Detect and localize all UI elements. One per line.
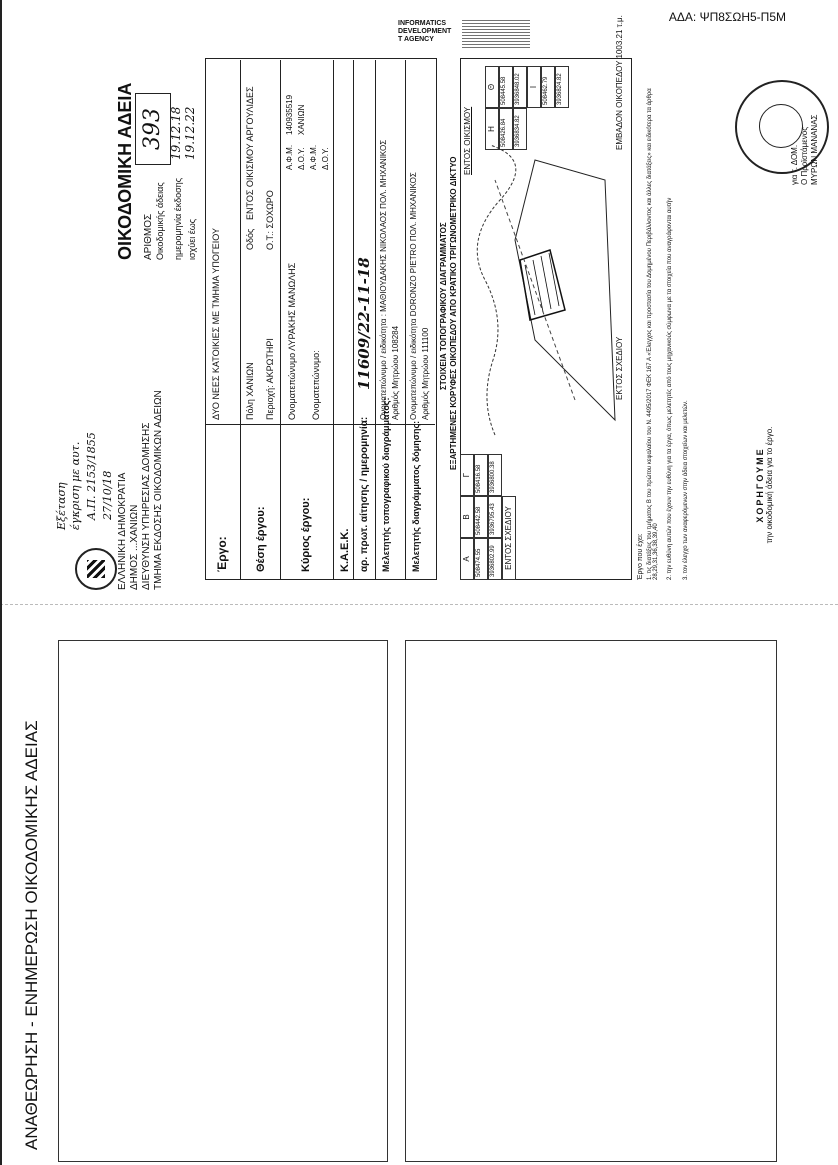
note-2: 2. την ευθύνη αυτών που έχουν την ευθύνη για τα έργα, όπως μελετητές από τους μηχανικούς σύμφωνα με τα στοιχεία που αναγράφονται αυτήν: [667, 197, 673, 580]
coord-x: 508474.55: [474, 538, 488, 580]
thesi-label: Θέση έργου:: [255, 506, 267, 572]
domisi-label: Μελετητής διαγράμματος δόμησης:: [411, 420, 421, 572]
domisi-name: Ονοματεπώνυμο / ειδικότητα DORONZO PIETRO ΠΟΛ. ΜΗΧΑΝΙΚΟΣ: [409, 172, 418, 420]
handwritten-note-3: Α.Π. 2153/1855: [85, 432, 98, 520]
divider: [280, 60, 281, 580]
note-1: 1. τις διατάξεις του τμήματος Β του πρώτου κεφαλαίου του Ν. 4495/2017 ΦΕΚ 167 Α «Έλεγχος και προστασία του Δομημένου Περιβάλλοντος και άλλες διατάξεις» και ειδικότερα τα άρθρα 28,29,31,36,38,39,40: [647, 88, 659, 580]
coord-x: 508426.84: [499, 108, 513, 150]
owner1: Ονοματεπώνυμο ΛΥΡΑΚΗΣ ΜΑΝΩΛΗΣ: [287, 262, 297, 420]
divider: [375, 60, 376, 580]
ergo-value: ΔΥΟ ΝΕΕΣ ΚΑΤΟΙΚΙΕΣ ΜΕ ΤΜΗΜΑ ΥΠΟΓΕΙΟΥ: [211, 227, 221, 420]
permit-number-box: [135, 93, 171, 165]
handwritten-note-1: Εξέταση: [55, 482, 68, 530]
ada-header: ΑΔΑ: ΨΠ8ΣΩΗ5-Π5Μ: [668, 10, 786, 24]
coord-letter: Ι: [527, 66, 541, 108]
permit-title: ΟΙΚΟΔΟΜΙΚΗ ΑΔΕΙΑ: [115, 82, 135, 260]
coord-x: 508462.79: [541, 66, 555, 108]
topo-label: Μελετητής τοπογραφικού διαγράμματος:: [381, 397, 391, 572]
perioxi: Περιοχή: ΑΚΡΩΤΗΡΙ: [265, 338, 275, 420]
coords-heading2: ΕΞΑΡΤΗΜΕΝΕΣ ΚΟΡΥΦΕΣ ΟΙΚΟΠΕΔΟΥ ΑΠΟ ΚΡΑΤΙΚΟ ΤΡΙΓΩΝΟΜΕΤΡΙΚΟ ΔΙΚΤΥΟ: [449, 156, 458, 470]
divider: [240, 60, 241, 580]
entos-oikismou: ΕΝΤΟΣ ΟΙΚΙΣΜΟΥ: [463, 106, 472, 175]
afm-label: Α.Φ.Μ.: [285, 144, 294, 170]
signature-block: [790, 115, 820, 186]
ektos-sxediou: ΕΚΤΟΣ ΣΧΕΔΙΟΥ: [615, 336, 624, 400]
coord-y: 3936802.99: [488, 538, 502, 580]
protocol-label: αρ. πρωτ. αίτησης / ημερομηνία:: [359, 416, 370, 572]
doy-label: Δ.Ο.Υ.: [297, 147, 306, 170]
authority-line2: ΔΗΜΟΣ ...ΧΑΝΙΩΝ: [129, 504, 140, 590]
divider: [353, 60, 354, 580]
permit-number-value: 393: [140, 108, 165, 150]
note-3: 3. τον έλεγχο των αναφερόμενων στην άδεια στοιχείων και μελετών.: [683, 400, 689, 580]
coord-letter: Η: [485, 108, 499, 150]
greek-emblem: [75, 548, 117, 590]
coord-y: 3936848.02: [513, 66, 527, 108]
grant-title: ΧΟΡΗΓΟΥΜΕ: [755, 447, 765, 523]
map-drawing: [475, 140, 625, 440]
grant-block: [755, 360, 774, 610]
coord-y: 3936834.82: [513, 108, 527, 150]
entos-sxediou: ΕΝΤΟΣ ΣΧΕΔΙΟΥ: [502, 496, 516, 580]
signature-line: για τ. ΔΟΜ.: [790, 144, 799, 185]
divider: [405, 60, 406, 580]
coord-letter: Α: [460, 538, 474, 580]
valid-label: ισχύει έως: [187, 218, 197, 260]
page-fold: [0, 604, 838, 605]
odos-value: ΕΝΤΟΣ ΟΙΚΙΣΜΟΥ ΑΡΓΟΥΛΙΔΕΣ: [245, 86, 255, 220]
topographic-map: [475, 140, 625, 440]
coord-y: 3936795.43: [488, 496, 502, 538]
coord-x: 508442.58: [474, 496, 488, 538]
kyrios-label: Κύριος έργου:: [300, 497, 312, 572]
doy2-label: Δ.Ο.Υ.: [321, 147, 330, 170]
coord-y: 3936800.38: [488, 454, 502, 496]
domisi-reg: Αριθμός Μητρώου 111100: [421, 327, 430, 420]
divider: [333, 60, 334, 580]
authority-line3: ΔΙΕΥΘΥΝΣΗ ΥΠΗΡΕΣΙΑΣ ΔΟΜΗΣΗΣ: [141, 422, 152, 590]
grant-text: την οικοδομική άδεια για το έργο.: [765, 426, 774, 544]
owner2: Ονοματεπώνυμο:: [311, 350, 321, 420]
valid-value: 19.12.22: [183, 106, 197, 160]
coord-letter: Θ: [485, 66, 499, 108]
afm-value: 140935519: [285, 94, 294, 135]
odos-label: Οδός: [245, 228, 255, 250]
revision-panel-left: [58, 640, 388, 1162]
cross-icon: [87, 560, 105, 578]
ergo-label: Έργο:: [215, 536, 229, 572]
coord-x: 508416.58: [474, 454, 488, 496]
permit-number-sub: Οικοδομικής άδειας: [155, 182, 165, 260]
ot: Ο.Τ.: ΣΟΧΩΡΟ: [265, 190, 275, 250]
agency-logo-line: DEVELOPMENT: [398, 28, 452, 35]
poli: Πόλη ΧΑΝΙΩΝ: [245, 362, 255, 420]
coord-y: 3936824.82: [555, 66, 569, 108]
handwritten-note-2: έγκριση με αυτ.: [69, 441, 82, 530]
left-edge: [0, 0, 2, 1165]
signature-line: Ο Προϊστάμενος: [800, 126, 809, 185]
agency-logo-line: T AGENCY: [398, 36, 434, 43]
doy-value: ΧΑΝΙΩΝ: [297, 104, 306, 135]
authority-line4: ΤΜΗΜΑ ΕΚΔΟΣΗΣ ΟΙΚΟΔΟΜΙΚΩΝ ΑΔΕΙΩΝ: [153, 390, 164, 590]
revision-panel-title: ΑΝΑΘΕΩΡΗΣΗ - ΕΝΗΜΕΡΩΣΗ ΟΙΚΟΔΟΜΙΚΗΣ ΑΔΕΙΑΣ: [22, 720, 41, 1150]
permit-number-label: ΑΡΙΘΜΟΣ: [143, 213, 154, 260]
topo-name: Ονοματεπώνυμο / ειδικότητα : ΜΑΘΙΟΥΔΑΚΗΣ ΝΙΚΟΛΑΟΣ ΠΟΛ. ΜΗΧΑΝΙΚΟΣ: [379, 139, 388, 420]
emvadon: ΕΜΒΑΔΟΝ ΟΙΚΟΠΕΔΟΥ 1003.21 τ.μ.: [615, 15, 624, 150]
revision-panel-right: [405, 640, 777, 1162]
protocol-value: 11609/22-11-18: [355, 257, 373, 390]
coord-letter: Β: [460, 496, 474, 538]
note-intro: Έργο που έχει:: [637, 533, 644, 580]
topo-reg: Αριθμός Μητρώου 108284: [391, 325, 400, 420]
agency-logo-line: INFORMATICS: [398, 20, 447, 27]
issue-value: 19.12.18: [169, 106, 183, 160]
issue-label: ημερομηνία έκδοσης: [173, 177, 183, 260]
coords-heading1: ΣΤΟΙΧΕΙΑ ΤΟΠΟΓΡΑΦΙΚΟΥ ΔΙΑΓΡΑΜΜΑΤΟΣ: [439, 222, 448, 390]
handwritten-note-4: 27/10/18: [101, 470, 114, 520]
afm2-label: Α.Φ.Μ.: [309, 144, 318, 170]
signature-line: ΜΥΡΩΝ ΜΑΝΑΝΑΣ: [810, 114, 819, 185]
coord-x: 508445.58: [499, 66, 513, 108]
kaek-label: Κ.Α.Ε.Κ.: [339, 528, 351, 572]
coord-letter: Γ: [460, 454, 474, 496]
authority-line1: ΕΛΛΗΝΙΚΗ ΔΗΜΟΚΡΑΤΙΑ: [117, 472, 128, 590]
